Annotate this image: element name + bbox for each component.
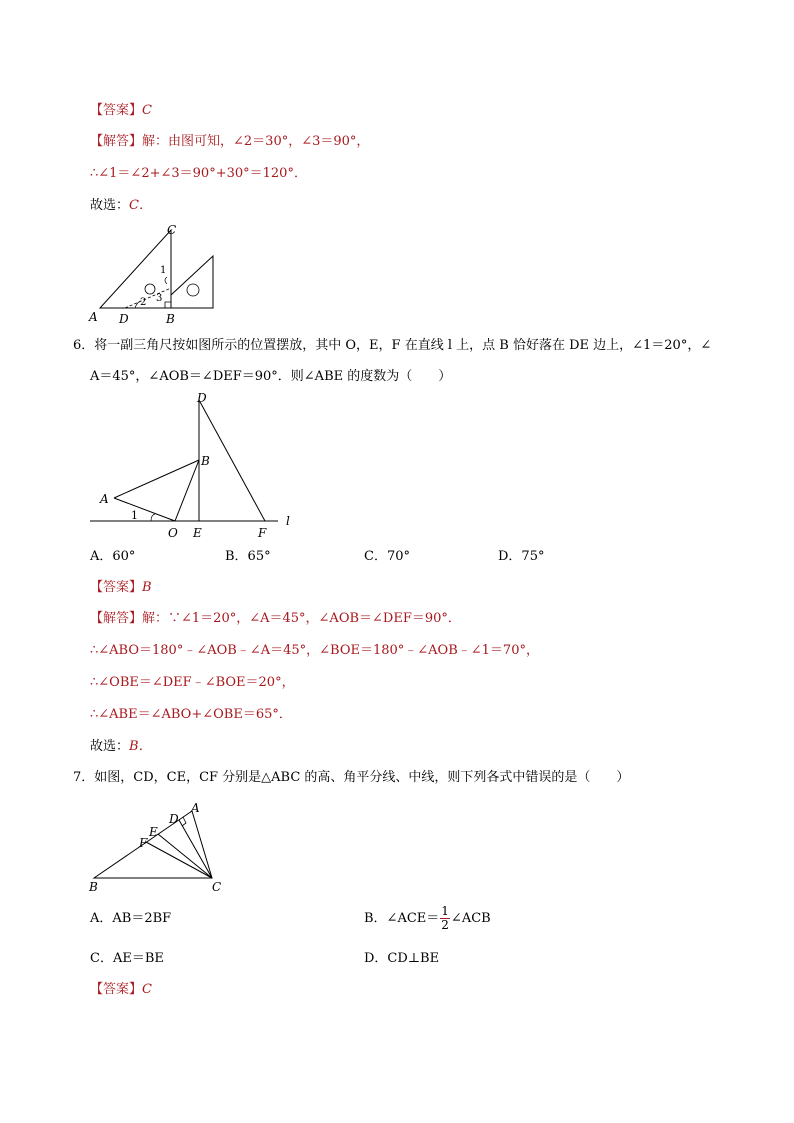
answer-value: C xyxy=(142,103,152,118)
label-2: 2 xyxy=(140,297,147,308)
answer-value: C xyxy=(142,982,152,997)
q5-solution-line2: ∴∠1＝∠2+∠3＝90°+30°＝120°． xyxy=(90,166,307,181)
label-A: A xyxy=(191,801,200,815)
answer-value: B xyxy=(142,580,152,595)
q6-answer-line xyxy=(90,579,152,597)
label-l: l xyxy=(286,514,290,528)
q6-option-c[interactable]: C．70° xyxy=(364,549,410,564)
q7-option-d[interactable]: D．CD⊥BE xyxy=(364,951,440,966)
q6-question-line1: 6．将一副三角尺按如图所示的位置摆放，其中 O，E，F 在直线 l 上，点 B 恰好落在 DE 边上，∠1＝20°，∠ xyxy=(73,338,712,353)
q7-option-c[interactable]: C．AE＝BE xyxy=(90,951,164,966)
answer-tag: 【答案】 xyxy=(90,580,143,595)
q6-option-b[interactable]: B．65° xyxy=(225,549,271,564)
choose-value: C． xyxy=(129,198,152,213)
label-1: 1 xyxy=(160,265,167,276)
label-D: D xyxy=(119,312,129,326)
option-b-prefix: B．∠ACE＝ xyxy=(364,911,440,926)
label-F: F xyxy=(258,526,267,540)
label-F: F xyxy=(139,836,148,850)
q5-solution-line1 xyxy=(90,133,369,151)
answer-tag: 【答案】 xyxy=(90,103,143,118)
choose-label: 故选： xyxy=(90,198,130,213)
q6-solution-line2: ∴∠ABO＝180°﹣∠AOB﹣∠A＝45°，∠BOE＝180°﹣∠AOB﹣∠1＝70°， xyxy=(90,643,539,658)
q6-figure xyxy=(85,388,300,540)
label-E: E xyxy=(149,825,158,839)
q6-solution-line3: ∴∠OBE＝∠DEF﹣∠BOE＝20°， xyxy=(90,675,295,690)
answer-tag: 【答案】 xyxy=(90,982,143,997)
label-A: A xyxy=(89,310,98,324)
label-A: A xyxy=(100,492,109,506)
label-E: E xyxy=(193,526,202,540)
fraction-one-half xyxy=(440,905,450,932)
label-B: B xyxy=(89,880,98,894)
label-C: C xyxy=(212,880,222,894)
choose-label: 故选： xyxy=(90,739,130,754)
solution-tag: 【解答】 xyxy=(90,611,143,626)
fraction-denominator: 2 xyxy=(441,918,449,932)
q6-solution-line4: ∴∠ABE＝∠ABO+∠OBE＝65°． xyxy=(90,707,292,722)
q6-question-line2: A＝45°，∠AOB＝∠DEF＝90°．则∠ABE 的度数为（ ） xyxy=(90,369,452,384)
fraction-numerator: 1 xyxy=(441,904,449,918)
option-b-suffix: ∠ACB xyxy=(450,911,491,926)
solution-text: 解：∵∠1＝20°，∠A＝45°，∠AOB＝∠DEF＝90°． xyxy=(142,611,461,626)
q7-answer-line xyxy=(90,981,152,999)
q6-choose-line xyxy=(90,738,152,756)
q5-choose-line xyxy=(90,197,152,215)
label-1: 1 xyxy=(131,509,138,522)
choose-value: B． xyxy=(129,739,152,754)
q5-answer-line xyxy=(90,102,152,120)
q6-option-a[interactable]: A．60° xyxy=(90,549,136,564)
label-O: O xyxy=(168,526,178,540)
q5-figure xyxy=(85,222,220,327)
q7-option-b[interactable] xyxy=(364,904,491,934)
label-D: D xyxy=(169,812,179,826)
q6-option-d[interactable]: D．75° xyxy=(498,549,545,564)
label-D: D xyxy=(197,391,207,405)
q7-option-a[interactable]: A．AB＝2BF xyxy=(90,911,172,926)
solution-tag: 【解答】 xyxy=(90,134,143,149)
label-3: 3 xyxy=(156,293,163,304)
label-B: B xyxy=(166,312,175,326)
label-C: C xyxy=(167,223,177,237)
q7-question: 7．如图，CD，CE，CF 分别是△ABC 的高、角平分线、中线，则下列各式中错误的是（ ） xyxy=(73,770,630,785)
q6-solution-line1 xyxy=(90,610,461,628)
q7-figure xyxy=(85,800,230,895)
label-B: B xyxy=(201,454,210,468)
solution-text: 解：由图可知，∠2＝30°，∠3＝90°， xyxy=(142,134,370,149)
